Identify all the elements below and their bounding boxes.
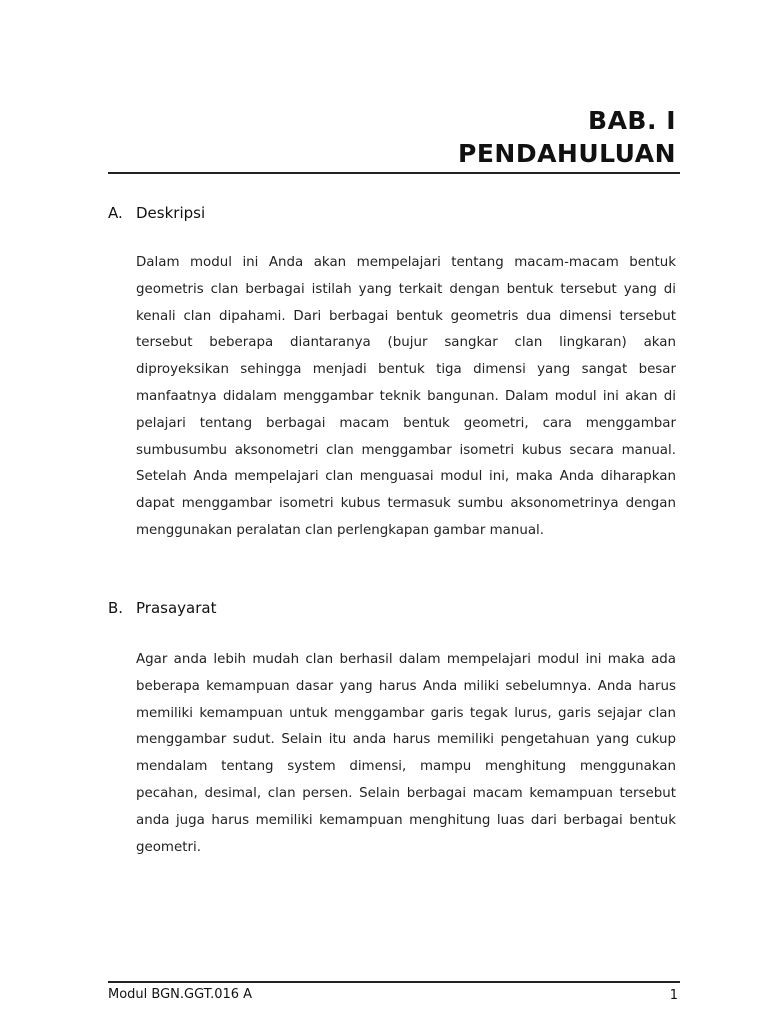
section-body-prasayarat: Agar anda lebih mudah clan berhasil dalam mempelajari modul ini maka ada beberapa kemampuan dasar yang harus Anda miliki sebelumnya. Anda harus memiliki kemampuan untuk menggambar garis tegak lurus, garis sejajar clan menggambar sudut. Selain itu anda harus memiliki pengetahuan yang cukup mendalam tentang system dimensi, mampu menghitung menggunakan pecahan, desimal, clan persen. Selain berbagai macam kemampuan tersebut anda juga harus memiliki kemampuan menghitung luas dari berbagai bentuk geometri.: [136, 652, 676, 855]
section-body-deskripsi: Dalam modul ini Anda akan mempelajari tentang macam-macam bentuk geometris clan berbagai istilah yang terkait dengan bentuk tersebut yang di kenali clan dipahami. Dari berbagai bentuk geometris dua dimensi tersebut tersebut beberapa diantaranya (bujur sangkar clan lingkaran) akan diproyeksikan sehingga menjadi bentuk tiga dimensi yang sangat besar manfaatnya didalam menggambar teknik bangunan. Dalam modul ini akan di pelajari tentang berbagai macam bentuk geometri, cara menggambar sumbusumbu aksonometri clan menggambar isometri kubus secara manual. Setelah Anda mempelajari clan menguasai modul ini, maka Anda diharapkan dapat menggambar isometri kubus termasuk sumbu aksonometrinya dengan menggunakan peralatan clan perlengkapan gambar manual.: [136, 255, 676, 538]
chapter-number: BAB. I: [588, 106, 676, 135]
footer-module-code: Modul BGN.GGT.016 A: [108, 987, 253, 1002]
chapter-title: [458, 104, 676, 170]
section-title: Deskripsi: [136, 204, 206, 222]
footer-divider: [108, 981, 680, 983]
page-number: 1: [669, 988, 678, 1003]
section-letter: A.: [108, 204, 123, 222]
section-letter: B.: [108, 599, 124, 617]
section-heading-deskripsi: [108, 203, 205, 223]
title-divider: [108, 172, 680, 174]
section-heading-prasayarat: [108, 598, 216, 618]
chapter-name: PENDAHULUAN: [458, 139, 676, 168]
section-title: Prasayarat: [136, 599, 217, 617]
